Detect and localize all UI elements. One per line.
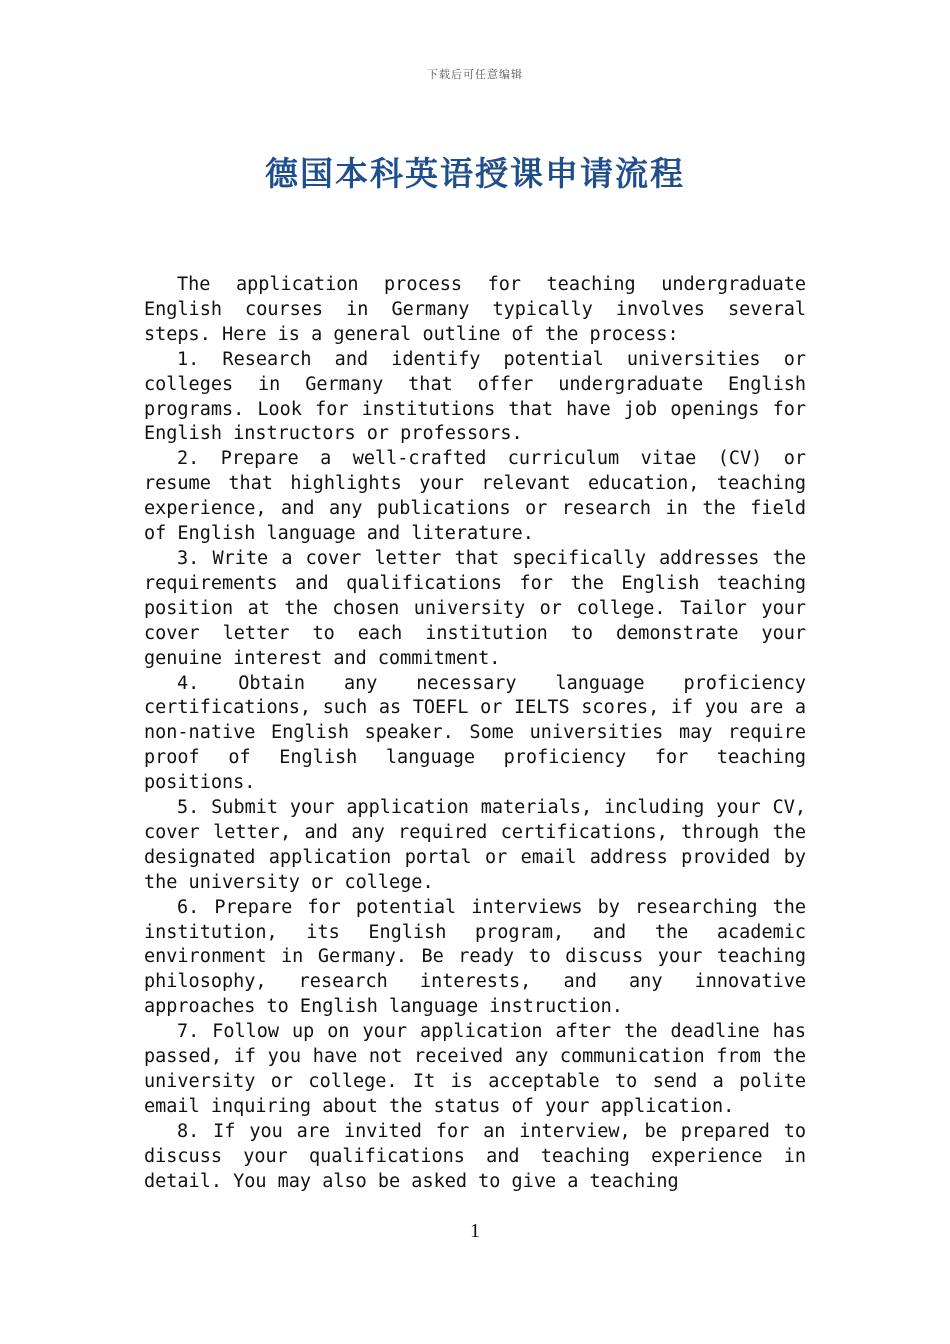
document-body — [144, 273, 806, 1195]
intro-paragraph: The application process for teaching undergraduate English courses in Germany typically involves several steps. Here is a general outline of the process: — [144, 274, 806, 345]
step-4-paragraph: 4. Obtain any necessary language proficiency certifications, such as TOEFL or IELTS scores, if you are a non-native English speaker. Some universities may require proof of English language proficiency for teaching positions. — [144, 672, 806, 794]
step-7-paragraph: 7. Follow up on your application after the deadline has passed, if you have not received any communication from the university or college. It is acceptable to send a polite email inquiring about the status of your application. — [144, 1021, 806, 1117]
step-1-paragraph: 1. Research and identify potential universities or colleges in Germany that offer undergraduate English programs. Look for institutions that have job openings for English instructors or professors. — [144, 348, 806, 445]
document-title: 德国本科英语授课申请流程 — [265, 154, 685, 193]
step-6-paragraph: 6. Prepare for potential interviews by researching the institution, its English program, and the academic environment in Germany. Be ready to discuss your teaching philosophy, research interests, and any innovative approaches to English language instruction. — [144, 896, 806, 1018]
header-note: 下载后可任意编辑 — [427, 68, 523, 81]
step-3-paragraph: 3. Write a cover letter that specifically addresses the requirements and qualifications for the English teaching position at the chosen university or college. Tailor your cover letter to each institution to demonstrate your genuine interest and commitment. — [144, 547, 806, 669]
page-number: 1 — [470, 1220, 480, 1242]
step-2-paragraph: 2. Prepare a well-crafted curriculum vitae (CV) or resume that highlights your relevant education, teaching experience, and any publications or research in the field of English language and literature. — [144, 448, 806, 545]
step-8-paragraph: 8. If you are invited for an interview, be prepared to discuss your qualifications and teaching experience in detail. You may also be asked to give a teaching — [144, 1120, 806, 1192]
step-5-paragraph: 5. Submit your application materials, including your CV, cover letter, and any required certifications, through the designated application portal or email address provided by the university or college. — [144, 797, 806, 893]
